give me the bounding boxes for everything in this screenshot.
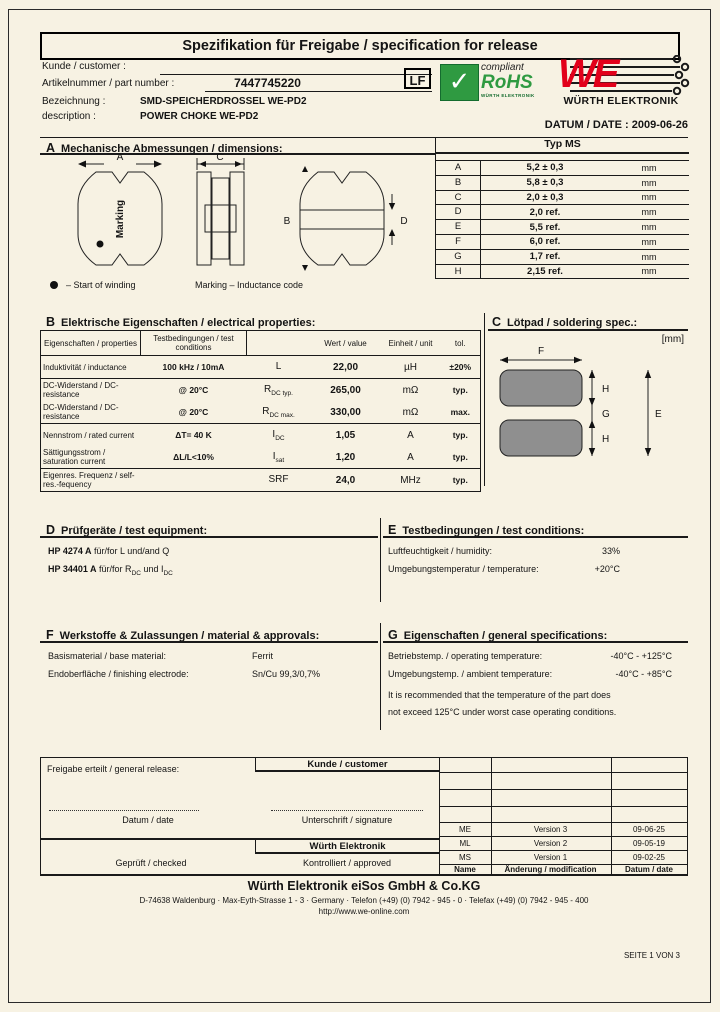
section-c-title-underline [488,329,688,331]
value: 24,0 [335,474,356,486]
section-b-letter: B [46,315,56,329]
ambient-temperature-value: -40°C - +85°C [615,669,672,679]
date-label: Datum / date [122,815,174,825]
version-row [439,836,688,850]
section-e-title: E Testbedingungen / test conditions: [388,523,585,537]
type-header: Typ MS [436,137,689,154]
section-g-title: G Eigenschaften / general specifications: [388,628,608,642]
dim-letter: A [436,161,481,175]
version-col-name: Name [454,865,476,875]
pad-dim-h-bottom: H [602,434,610,445]
table-row [436,161,689,176]
version-date: 09-02-25 [632,853,666,862]
section-e-letter: E [388,523,397,537]
section-fg-divider [380,623,381,730]
value: 1,20 [311,446,381,469]
customer-label: Kunde / customer : [42,61,126,72]
symbol: $I_{sat}$ [247,446,311,469]
footer-company: Würth Elektronik eiSos GmbH & Co.KG [247,879,481,893]
col-tol: tol. [441,331,481,356]
section-g-letter: G [388,628,398,642]
dim-unit: mm [641,222,657,233]
table-row [436,220,689,235]
symbol: $R_{DC typ.}$ [264,383,293,397]
solder-pad-bottom [500,420,582,456]
temperature-note-line-1: It is recommended that the temperature of the part does [388,690,611,700]
col-unit: Einheit / unit [381,331,441,356]
unit: A [381,446,441,469]
table-header-row [41,331,481,356]
dim-value: 5,8 ± 0,3 [526,177,564,189]
pad-dim-h-top: H [602,384,610,395]
dim-value: 1,7 ref. [529,251,561,263]
table-row [41,356,481,379]
section-d-title: D Prüfgeräte / test equipment: [46,523,208,537]
start-of-winding-dot [97,241,104,248]
designation-label: Bezeichnung : [42,96,106,107]
table-row [436,191,689,206]
humidity-label: Luftfeuchtigkeit / humidity: [388,546,493,556]
version-name: MS [459,853,471,862]
table-row [436,250,689,265]
col-symbol [247,331,311,356]
section-e-underline [383,536,688,538]
wuerth-elektronik-name: WÜRTH ELEKTRONIK [563,95,679,107]
value: 22,00 [311,356,381,379]
version-modification: Version 1 [533,853,568,862]
dim-letter: E [436,220,481,234]
symbol: L [247,356,311,379]
version-modification: Version 3 [533,825,568,834]
legend-start-of-winding: – Start of winding [66,280,136,290]
solder-pad-top [500,370,582,406]
section-f-letter: F [46,628,54,642]
tolerance: ±20% [441,356,481,379]
unit: µH [381,356,441,379]
tolerance: typ. [452,385,468,395]
footer-address: D-74638 Waldenburg · Max-Eyth-Strasse 1 - 3 · Germany · Telefon (+49) (0) 7942 - 945 - 0 · Telefax (+49) (0) 7942 - 945 - 400 [139,896,589,905]
description-label: description : [42,111,96,122]
condition: @ 20°C [141,401,247,424]
table-row [436,205,689,220]
table-row [41,401,481,424]
unit: MHz [400,474,421,486]
document-title: Spezifikation für Freigabe / specification for release [40,32,680,60]
dim-value: 6,0 ref. [529,236,561,248]
legend-marking: Marking – Inductance code [195,280,304,290]
pad-dim-f: F [537,346,545,357]
release-approval-block [40,757,688,876]
humidity-value: 33% [601,546,620,556]
symbol: SRF [268,473,289,485]
property: Nennstrom / rated current [43,430,135,440]
operating-temperature-label: Betriebstemp. / operating temperature: [388,651,543,661]
version-modification: Version 2 [533,839,568,848]
dim-unit: mm [641,192,657,203]
electrical-properties-table [40,330,481,492]
dim-letter: D [436,205,481,219]
dim-label-a: A [116,152,124,163]
we-monogram: WE [558,52,617,96]
symbol: $R_{DC max.}$ [247,401,311,424]
version-empty-row-line [439,772,688,773]
version-date: 09-05-19 [632,839,666,848]
version-date: 09-06-25 [632,825,666,834]
version-empty-row-line [439,806,688,807]
temperature-value: +20°C [594,564,620,574]
col-properties: Eigenschaften / properties [41,331,141,356]
dim-label-c: C [216,152,224,163]
pad-dim-g: G [602,409,610,420]
dim-value: 2,15 ref. [527,265,563,277]
rohs-subtext: WÜRTH ELEKTRONIK [481,93,535,98]
dim-unit: mm [641,266,657,277]
section-d-letter: D [46,523,56,537]
version-table-footer-row [439,864,688,875]
dimension-table [435,137,689,279]
test-equipment-line-2: HP 34401 A für/for $R_{DC}$ und $I_{DC}$ [48,564,173,577]
dim-letter: H [436,265,481,279]
page-number: SEITE 1 VON 3 [623,951,680,960]
solder-pad-drawing [488,340,688,475]
property: DC-Widerstand / DC-resistance [43,381,119,399]
mm-unit-note: [mm] [661,334,684,345]
table-row [41,469,481,492]
table-row [41,446,481,469]
table-row [436,265,689,280]
dim-unit: mm [641,207,657,218]
marking-text: Marking [115,199,126,239]
version-row [439,822,688,836]
pad-dim-e: E [655,409,662,420]
designation-value: SMD-SPEICHERDROSSEL WE-PD2 [140,96,307,107]
checked-label: Geprüft / checked [115,858,187,868]
base-material-value: Ferrit [252,651,273,661]
customer-line [160,74,432,75]
rohs-name: RoHS [481,72,533,93]
description-value: POWER CHOKE WE-PD2 [140,111,259,122]
part-number-value: 7447745220 [234,76,301,90]
dim-value: 5,2 ± 0,3 [526,162,564,174]
section-c-letter: C [492,315,502,329]
unit: mΩ [381,401,441,424]
dim-label-b: B [283,216,291,227]
dim-value: 5,5 ref. [529,221,561,233]
symbol: $I_{DC}$ [272,428,285,442]
version-row [439,850,688,864]
value: 265,00 [330,384,361,396]
customer-signature-header: Kunde / customer [255,758,439,772]
table-row [41,424,481,447]
section-g-underline [383,641,688,643]
dim-unit: mm [641,251,657,262]
version-col-modification: Änderung / modification [504,865,597,875]
footer-website: http://www.we-online.com [318,907,410,916]
section-a-letter: A [46,141,56,155]
condition: ΔT= 40 K [175,430,212,440]
base-material-label: Basismaterial / base material: [48,651,167,661]
property: Eigenres. Frequenz / self-res.-fequency [43,471,135,489]
tolerance: typ. [441,446,481,469]
tolerance: typ. [452,475,468,485]
back-view-outline [300,172,384,265]
version-empty-row-line [439,789,688,790]
dim-letter: F [436,235,481,249]
section-f-underline [40,641,378,643]
value: 330,00 [311,401,381,424]
general-release-label: Freigabe erteilt / general release: [47,764,180,774]
version-name: ML [459,839,471,848]
col-conditions: Testbedingungen / test conditions [141,331,247,356]
wuerth-elektronik-header: Würth Elektronik [255,840,439,854]
property: Induktivität / inductance [41,356,141,379]
table-row [436,235,689,250]
dim-letter: G [436,250,481,264]
dim-letter: B [436,176,481,190]
signature-label: Unterschrift / signature [301,815,393,825]
col-value: Wert / value [311,331,381,356]
section-de-divider [380,518,381,602]
temperature-note-line-2: not exceed 125°C under worst case operating conditions. [388,707,617,717]
temperature-label: Umgebungstemperatur / temperature: [388,564,539,574]
version-col-date: Datum / date [624,865,673,875]
dim-label-d: D [400,216,408,227]
condition: ΔL/L<10% [141,446,247,469]
rohs-compliant-text: compliant [481,62,524,73]
section-f-title: F Werkstoffe & Zulassungen / material & approvals: [46,628,320,642]
finishing-electrode-value: Sn/Cu 99,3/0,7% [252,669,321,679]
approved-label: Kontrolliert / approved [302,858,392,868]
dim-letter: C [436,191,481,205]
finishing-electrode-label: Endoberfläche / finishing electrode: [48,669,189,679]
condition [141,469,247,492]
signature-line [271,810,423,811]
unit: A [407,429,414,441]
dim-unit: mm [641,177,657,188]
date-line: DATUM / DATE : 2009-06-26 [544,119,688,131]
lf-badge: LF [404,68,431,89]
table-row [436,176,689,191]
part-number-label: Artikelnummer / part number : [42,78,175,89]
dim-value: 2,0 ref. [529,206,561,218]
dim-value: 2,0 ± 0,3 [526,191,564,203]
property: Sättigungsstrom / saturation current [41,446,141,469]
section-bc-divider [484,313,485,486]
condition: 100 kHz / 10mA [141,356,247,379]
tolerance: max. [441,401,481,424]
section-a-title: A Mechanische Abmessungen / dimensions: [46,141,283,155]
rohs-check-icon: ✓ [440,64,479,101]
condition: @ 20°C [178,385,209,395]
mechanical-drawing [40,150,435,285]
operating-temperature-value: -40°C - +125°C [610,651,672,661]
property: DC-Widerstand / DC-resistance [41,401,141,424]
part-number-line [205,91,432,92]
value: 1,05 [335,429,356,441]
dim-unit: mm [641,236,657,247]
version-name: ME [459,825,471,834]
section-c-title: C Lötpad / soldering spec.: [492,315,638,329]
unit: mΩ [402,384,419,396]
ambient-temperature-label: Umgebungstemp. / ambient temperature: [388,669,553,679]
dim-unit: mm [641,162,657,173]
tolerance: typ. [452,430,468,440]
table-row [41,379,481,402]
section-d-underline [40,536,378,538]
section-b-title: B Elektrische Eigenschaften / electrical properties: [46,315,316,329]
test-equipment-line-1: HP 4274 A für/for L und/and Q [48,546,170,556]
date-signature-line [49,810,199,811]
start-of-winding-legend-dot [50,281,58,289]
